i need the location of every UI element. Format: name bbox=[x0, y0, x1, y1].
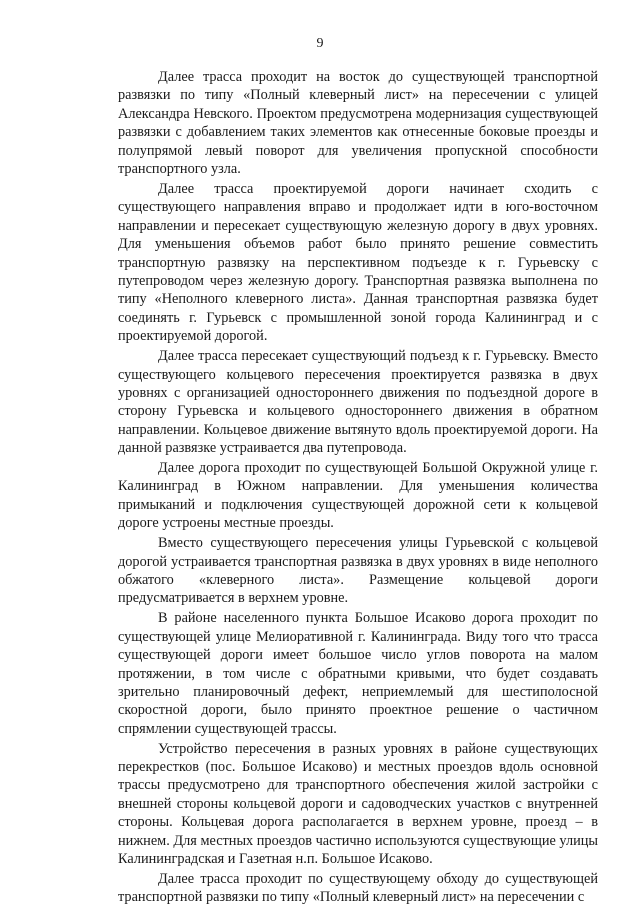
page-number: 9 bbox=[316, 36, 324, 51]
paragraph-4: Далее дорога проходит по существующей Большой Окружной улице г. Калининград в Южном направлении. Для уменьшения количества примыканий и подключения существующей дорожной сети к кольцевой дороге устроены местные проезды. bbox=[118, 460, 598, 532]
paragraph-3: Далее трасса пересекает существующий подъезд к г. Гурьевску. Вместо существующего кольцевого пересечения проектируется развязка в двух уровнях с организацией одностороннего движения по подъездной дороге в сторону Гурьевска и кольцевого одностороннего движения в обратном направлении. Кольцевое движение вытянуто вдоль проектируемой дороги. На данной развязке устраивается два путепровода. bbox=[118, 348, 598, 457]
paragraph-7: Устройство пересечения в разных уровнях в районе существующих перекрестков (пос. Большое Исаково) и местных проездов вдоль основной трассы предусмотрено для транспортного обеспечения жилой застройки с внешней стороны кольцевой дороги и садоводческих участков с внутренней стороны. Кольцевая дорога располагается в верхнем уровне, проезд – в нижнем. Для местных проездов частично используются существующие улицы Калининградская и Газетная н.п. Большое Исаково. bbox=[118, 740, 598, 868]
paragraph-2: Далее трасса проектируемой дороги начинает сходить с существующего направления вправо и продолжает идти в юго-восточном направлении и пересекает существующую железную дорогу в двух уровнях. Для уменьшения объемов работ было принято решение совместить транспортную развязку на перспективном подъезде к г. Гурьевску с путепроводом через железную дорогу. Транспортная развязка выполнена по типу «Неполного клеверного листа». Данная транспортная развязка будет соединять г. Гурьевск с промышленной зоной города Калининград и с проектируемой дорогой. bbox=[118, 180, 598, 345]
paragraph-5: Вместо существующего пересечения улицы Гурьевской с кольцевой дорогой устраивается транспортная развязка в двух уровнях в виде неполного обжатого «клеверного листа». Размещение кольцевой дороги предусматривается в верхнем уровне. bbox=[118, 535, 598, 607]
paragraph-1: Далее трасса проходит на восток до существующей транспортной развязки по типу «Полный клеверный лист» на пересечении с улицей Александра Невского. Проектом предусмотрена модернизация существующей развязки с добавлением таких элементов как отнесенные боковые проезды и полупрямой левый поворот для увеличения пропускной способности транспортного узла. bbox=[118, 69, 598, 178]
paragraph-8: Далее трасса проходит по существующему обходу до существующей транспортной развязки по типу «Полный клеверный лист» на пересечении с bbox=[118, 870, 598, 906]
paragraph-6: В районе населенного пункта Большое Исаково дорога проходит по существующей улице Мелиоративной г. Калининграда. Виду того что трасса существующей дороги имеет большое число углов поворота на малом протяжении, в том числе с обратными кривыми, что будет создавать зрительно планировочный дефект, неприемлемый для шестиполосной скоростной дороги, было принято проектное решение о частичном спрямлении существующей трассы. bbox=[118, 610, 598, 737]
page-body bbox=[118, 68, 598, 907]
